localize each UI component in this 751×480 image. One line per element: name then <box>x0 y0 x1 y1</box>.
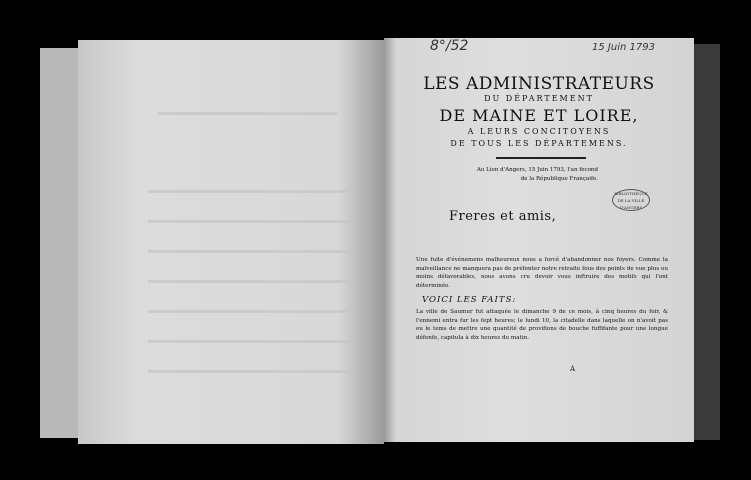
bleed-through-line <box>148 250 348 253</box>
bleed-through-line <box>158 112 338 115</box>
signature-mark: A <box>570 365 576 373</box>
bleed-through-line <box>148 280 348 283</box>
doc-department: DE MAINE ET LOIRE, <box>439 106 639 125</box>
greeting: Freres et amis, <box>449 209 557 224</box>
right-page <box>384 38 694 442</box>
paragraph-1: Une fuite d'événemens malheureux nous a forcé d'abandonner nos foyers. Comme la malveillance ne manquera pas de préfenter notre retraite fous des points de vue plus ou moins défavorables, nous avons cru devoir vous inftruire des motifs qui l'ont déterminée. <box>416 257 668 289</box>
open-book <box>36 30 726 450</box>
doc-subheading-2: A LEURS CONCITOYENS <box>467 127 611 136</box>
place-date <box>477 166 598 184</box>
left-page <box>78 40 384 444</box>
handwritten-date: 15 Juin 1793 <box>592 42 655 53</box>
library-stamp: BIBLIOTHÈQUE DE LA VILLE D'ANGERS <box>612 189 650 211</box>
section-heading: VOICI LES FAITS: <box>422 295 517 305</box>
doc-heading: LES ADMINISTRATEURS <box>423 74 655 94</box>
title-rule <box>496 157 586 159</box>
bleed-through-line <box>148 370 348 373</box>
place-date-line-2: de la République Françaife. <box>520 176 598 182</box>
doc-subheading-3: DE TOUS LES DÉPARTEMENS. <box>450 139 628 148</box>
bleed-through-line <box>148 190 348 193</box>
bleed-through-line <box>148 310 348 313</box>
place-date-line-1: Au Lion d'Angers, 15 Juin 1793, l'an fecond <box>476 167 598 173</box>
handwritten-shelfmark: 8°/52 <box>430 38 469 54</box>
bleed-through-line <box>148 220 348 223</box>
bleed-through-line <box>148 340 348 343</box>
doc-subheading: DU DÉPARTEMENT <box>484 94 594 103</box>
paragraph-2: La ville de Saumur fut attaquée le dimanche 9 de ce mois, à cinq heures du foir, & l'ennemi entra fur les fept heures; le lundi 10, la citadelle dans laquelle on n'avoit pas eu le tems de mettre une quantité de provifions de bouche fuffifante pour une longue défenfe, capitula à dix heures du matin. <box>416 309 668 341</box>
